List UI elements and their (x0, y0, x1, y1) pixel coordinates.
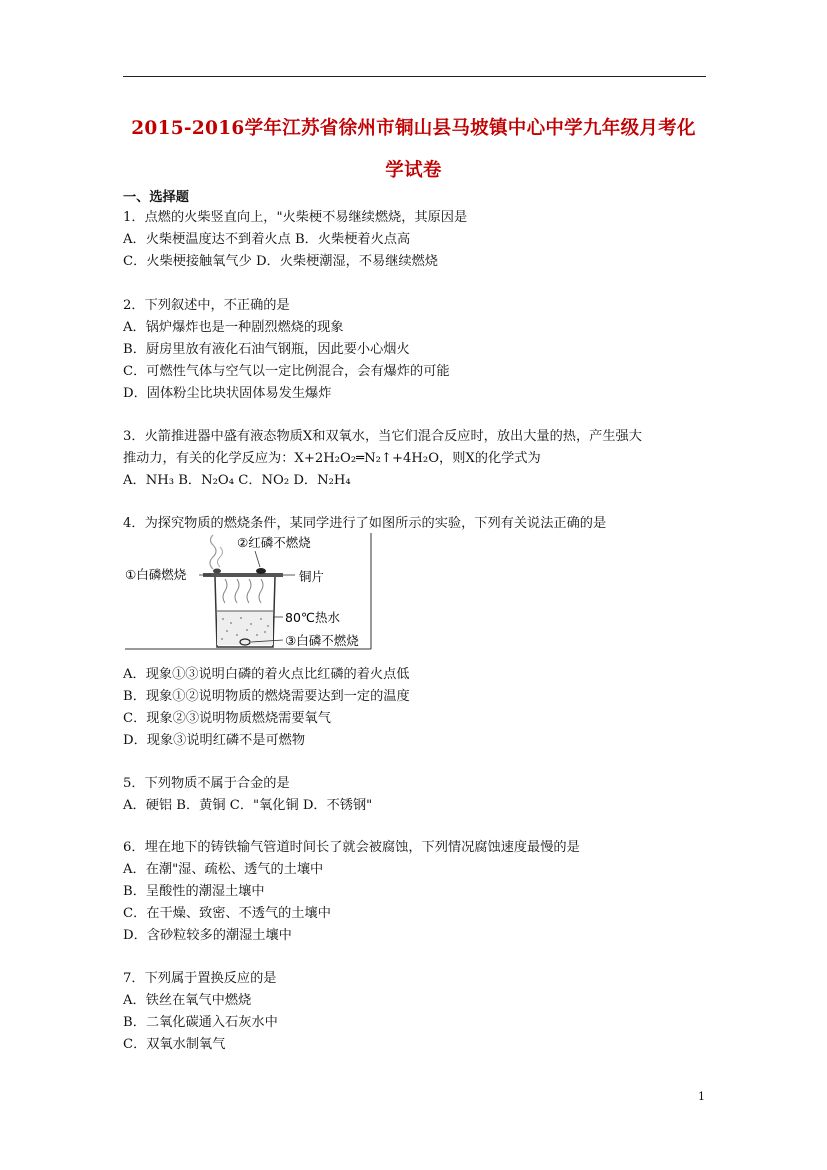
page-number: 1 (698, 1090, 705, 1103)
text-line: B．现象①②说明物质的燃烧需要达到一定的温度 (123, 689, 410, 704)
text-line: 3．火箭推进器中盛有液态物质X和双氧水，当它们混合反应时，放出大量的热，产生强大 (123, 429, 642, 444)
text-line: D．固体粉尘比块状固体易发生爆炸 (123, 386, 332, 401)
text-line: A．铁丝在氧气中燃烧 (123, 993, 252, 1008)
label-white-burning: ①白磷燃烧 (125, 567, 187, 582)
text-line: 2．下列叙述中，不正确的是 (123, 298, 290, 313)
text-line: C．双氧水制氧气 (123, 1037, 226, 1052)
page-title-line2: 学试卷 (385, 160, 442, 181)
text-line: 6．埋在地下的铸铁输气管道时间长了就会被腐蚀，下列情况腐蚀速度最慢的是 (123, 840, 580, 855)
text-line: B．呈酸性的潮湿土壤中 (123, 884, 265, 899)
text-line: B．二氧化碳通入石灰水中 (123, 1015, 278, 1030)
text-line: 5．下列物质不属于合金的是 (123, 776, 290, 791)
text-line: C．可燃性气体与空气以一定比例混合，会有爆炸的可能 (123, 364, 450, 379)
text-line: A．火柴梗温度达不到着火点 B．火柴梗着火点高 (123, 232, 411, 247)
text-line: A．硬铝 B．黄铜 C．"氧化铜 D．不锈钢" (123, 798, 373, 813)
text-line: D．含砂粒较多的潮湿土壤中 (123, 928, 292, 943)
experiment-figure (123, 531, 373, 651)
text-line: 推动力，有关的化学反应为：X+2H₂O₂═N₂↑+4H₂O，则X的化学式为 (123, 451, 541, 466)
text-line: A．锅炉爆炸也是一种剧烈燃烧的现象 (123, 320, 344, 335)
header-rule (123, 76, 706, 77)
text-line: B．厨房里放有液化石油气钢瓶，因此要小心烟火 (123, 342, 410, 357)
text-line: 1．点燃的火柴竖直向上，"火柴梗不易继续燃烧，其原因是 (123, 210, 468, 225)
text-line: C．火柴梗接触氧气少 D．火柴梗潮湿，不易继续燃烧 (123, 254, 438, 269)
label-red-phosphorus: ②红磷不燃烧 (237, 535, 311, 550)
text-line: A．在潮"湿、疏松、透气的土壤中 (123, 862, 324, 877)
text-line: C．现象②③说明物质燃烧需要氧气 (123, 711, 331, 726)
text-line: A．NH₃ B．N₂O₄ C．NO₂ D．N₂H₄ (123, 473, 351, 488)
text-line: D．现象③说明红磷不是可燃物 (123, 733, 306, 748)
text-line: 7．下列属于置换反应的是 (123, 971, 277, 986)
text-line: 4．为探究物质的燃烧条件，某同学进行了如图所示的实验，下列有关说法正确的是 (123, 516, 607, 531)
label-copper: 铜片 (299, 569, 325, 584)
text-line: A．现象①③说明白磷的着火点比红磷的着火点低 (123, 667, 410, 682)
page-title: 2015-2016学年江苏省徐州市铜山县马坡镇中心中学九年级月考化 (131, 118, 696, 139)
text-line: C．在干燥、致密、不透气的土壤中 (123, 906, 331, 921)
label-white-not-burning: ③白磷不燃烧 (285, 633, 359, 648)
label-hot-water: 80℃热水 (285, 610, 340, 625)
section-heading: 一、选择题 (123, 190, 189, 205)
